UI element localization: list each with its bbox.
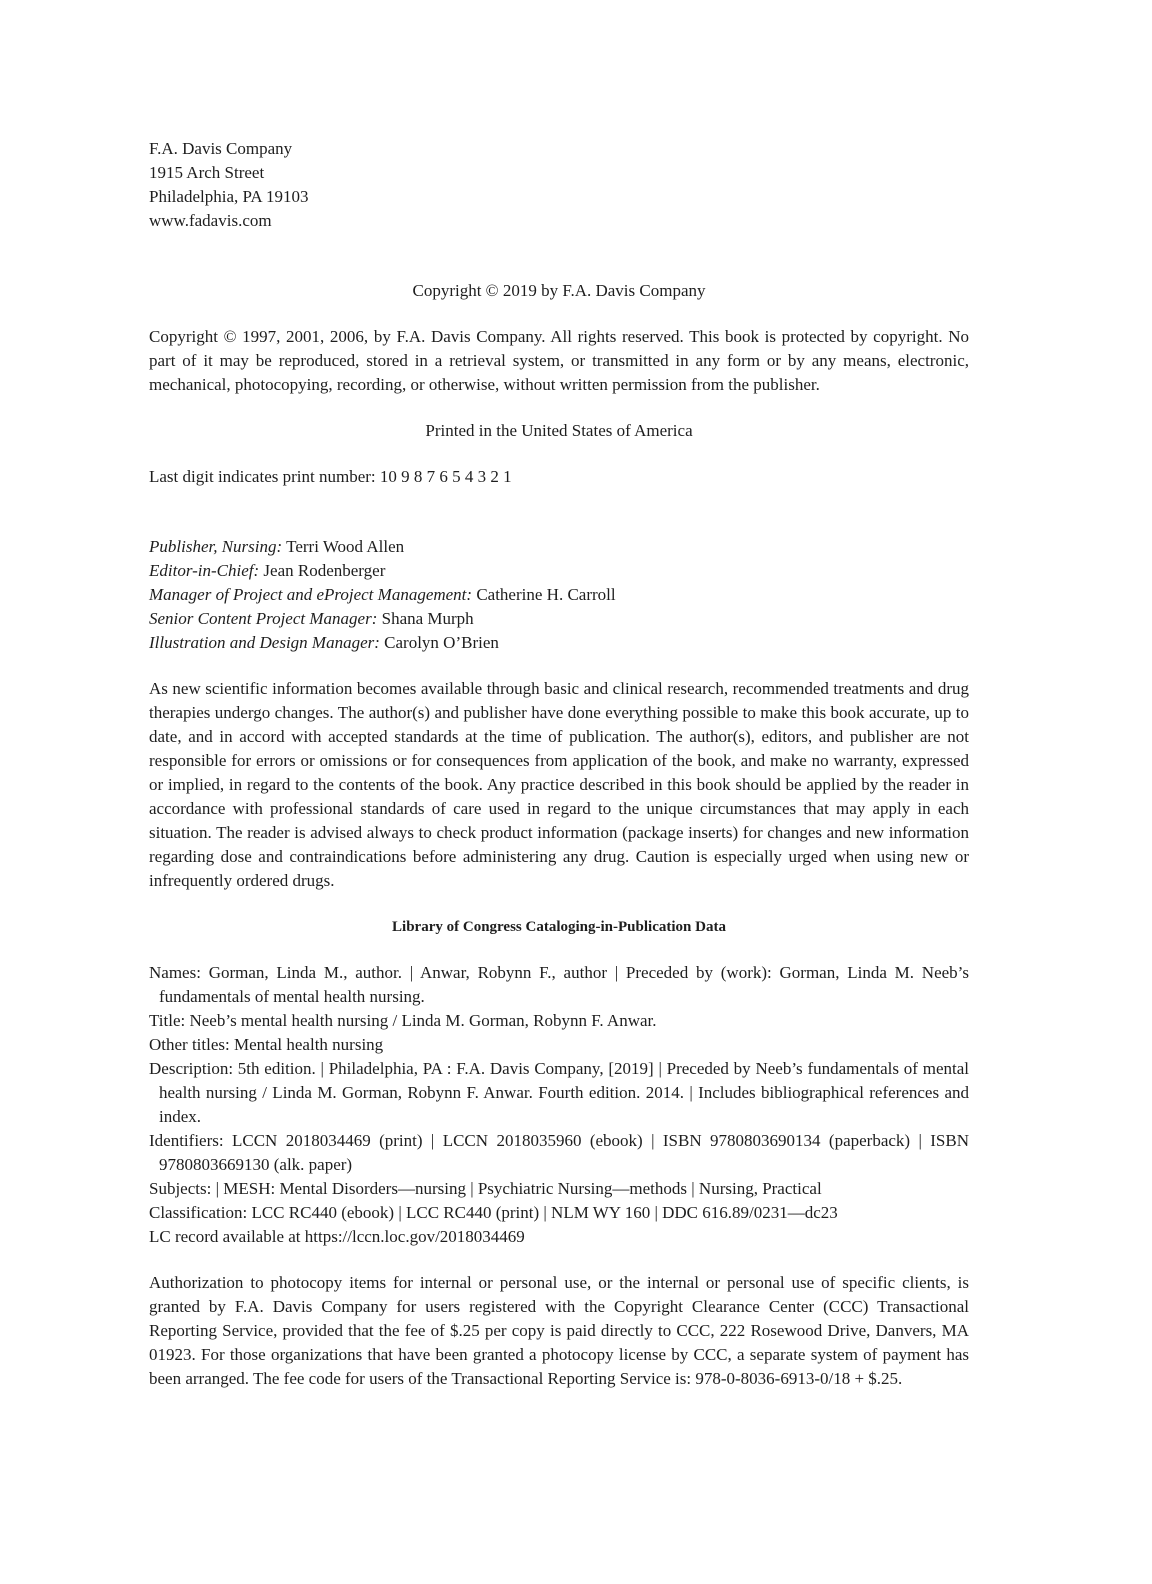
credit-item (149, 583, 969, 607)
publisher-street: 1915 Arch Street (149, 163, 265, 182)
publisher-address (149, 137, 969, 233)
credit-name: Jean Rodenberger (263, 561, 386, 580)
photocopy-authorization: Authorization to photocopy items for internal or personal use, or the internal or personal use of specific clients, is granted by F.A. Davis Company for users registered with the Copyright Clearance Center (CCC) Transactional Reporting Service, provided that the fee of $.25 per copy is paid directly to CCC, 222 Rosewood Drive, Danvers, MA 01923. For those organizations that have been granted a photocopy license by CCC, a separate system of payment has been arranged. The fee code for users of the Transactional Reporting Service is: 978-0-8036-6913-0/18 + $.25. (149, 1273, 969, 1388)
credit-role: Publisher, Nursing: (149, 537, 283, 556)
cip-other-titles: Other titles: Mental health nursing (149, 1035, 384, 1054)
credit-item (149, 631, 969, 655)
copyright-paragraph: Copyright © 1997, 2001, 2006, by F.A. Davis Company. All rights reserved. This book is protected by copyright. No part of it may be reproduced, stored in a retrieval system, or transmitted in any form or by any means, electronic, mechanical, photocopying, recording, or otherwise, without written permission from the publisher. (149, 327, 969, 394)
copyright-page (149, 137, 969, 1391)
credit-role: Illustration and Design Manager: (149, 633, 380, 652)
credit-name: Terri Wood Allen (286, 537, 405, 556)
publisher-city: Philadelphia, PA 19103 (149, 187, 309, 206)
copyright-line: Copyright © 2019 by F.A. Davis Company (412, 281, 706, 300)
credit-role: Senior Content Project Manager: (149, 609, 378, 628)
credit-item (149, 535, 969, 559)
credit-item (149, 607, 969, 631)
publisher-website: www.fadavis.com (149, 211, 272, 230)
cip-identifiers: Identifiers: LCCN 2018034469 (print) | LCCN 2018035960 (ebook) | ISBN 9780803690134 (paperback) | ISBN 9780803669130 (alk. paper) (149, 1131, 969, 1174)
cip-names: Names: Gorman, Linda M., author. | Anwar, Robynn F., author | Preceded by (work): Gorman, Linda M. Neeb’s fundamentals of mental health nursing. (149, 963, 969, 1006)
cip-heading: Library of Congress Cataloging-in-Publication Data (392, 919, 726, 935)
publisher-name: F.A. Davis Company (149, 139, 293, 158)
credit-role: Manager of Project and eProject Management: (149, 585, 473, 604)
cip-data (149, 961, 969, 1249)
credits-list (149, 535, 969, 655)
printed-in-line: Printed in the United States of America (425, 421, 693, 440)
cip-lc-record: LC record available at https://lccn.loc.gov/2018034469 (149, 1227, 525, 1246)
credit-item (149, 559, 969, 583)
cip-classification: Classification: LCC RC440 (ebook) | LCC RC440 (print) | NLM WY 160 | DDC 616.89/0231—dc23 (149, 1203, 838, 1222)
cip-description: Description: 5th edition. | Philadelphia, PA : F.A. Davis Company, [2019] | Preceded by Neeb’s fundamentals of mental health nursing / Linda M. Gorman, Robynn F. Anwar. Fourth edition. 2014. | Includes bibliographical references and index. (149, 1059, 969, 1126)
cip-subjects: Subjects: | MESH: Mental Disorders—nursing | Psychiatric Nursing—methods | Nursing, Practical (149, 1179, 822, 1198)
cip-title: Title: Neeb’s mental health nursing / Linda M. Gorman, Robynn F. Anwar. (149, 1011, 657, 1030)
credit-name: Carolyn O’Brien (384, 633, 499, 652)
medical-disclaimer: As new scientific information becomes available through basic and clinical research, recommended treatments and drug therapies undergo changes. The author(s) and publisher have done everything possible to make this book accurate, up to date, and in accord with accepted standards at the time of publication. The author(s), editors, and publisher are not responsible for errors or omissions or for consequences from application of the book, and make no warranty, expressed or implied, in regard to the contents of the book. Any practice described in this book should be applied by the reader in accordance with professional standards of care used in regard to the unique circumstances that may apply in each situation. The reader is advised always to check product information (package inserts) for changes and new information regarding dose and contraindications before administering any drug. Caution is especially urged when using new or infrequently ordered drugs. (149, 679, 969, 890)
credit-name: Catherine H. Carroll (476, 585, 616, 604)
print-number-line: Last digit indicates print number: 10 9 8 7 6 5 4 3 2 1 (149, 467, 512, 486)
credit-name: Shana Murph (381, 609, 474, 628)
credit-role: Editor-in-Chief: (149, 561, 260, 580)
